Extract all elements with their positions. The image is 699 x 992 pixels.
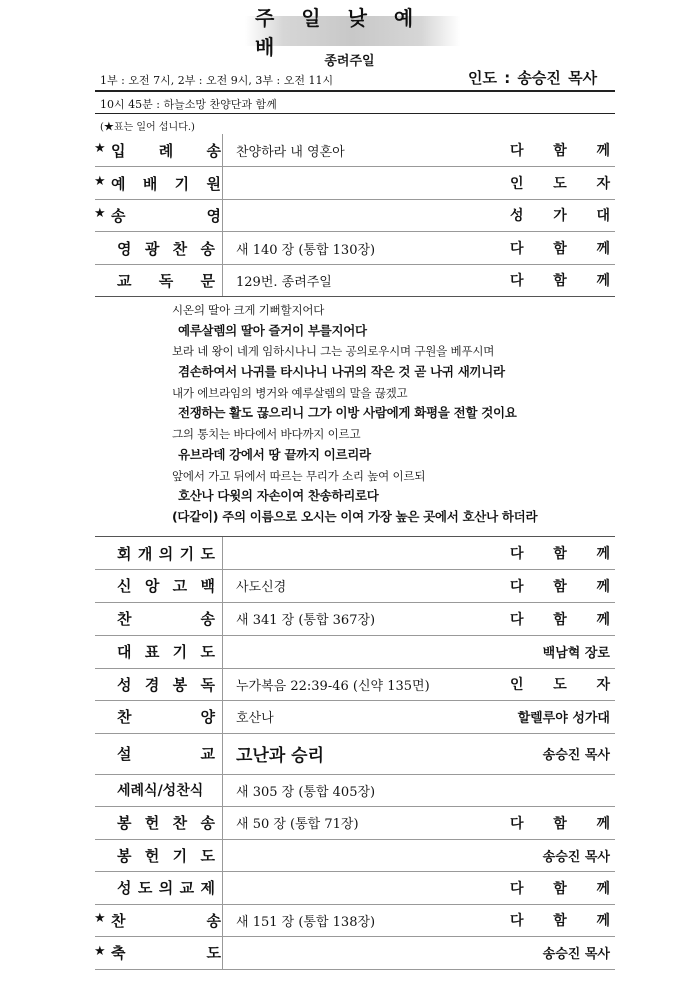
reading-line: (다같이) 주의 이름으로 오시는 이여 가장 높은 곳에서 호산나 하더라 [172, 508, 538, 524]
order-presenter [510, 635, 610, 668]
order-presenter-text: 자 [596, 677, 610, 693]
order-label-char: 개 [137, 544, 153, 563]
order-presenter-text: 함 [553, 143, 567, 159]
order-label-char: 신 [117, 577, 132, 595]
order-presenter-text: 께 [596, 815, 610, 832]
order-presenter [510, 668, 610, 700]
order-label [111, 936, 221, 969]
order-presenter-text: 인 [510, 176, 524, 192]
order-content: 129번. 종려주일 [236, 274, 332, 290]
service-times: 1부 : 오전 7시, 2부 : 오전 9시, 3부 : 오전 11시 [100, 74, 334, 87]
order-label-char: 배 [142, 174, 158, 193]
order-label [111, 167, 221, 199]
order-label-char: 찬 [117, 610, 132, 628]
reading-line: 보라 네 왕이 네게 임하시나니 그는 공의로우시며 구원을 베푸시며 [172, 344, 495, 359]
reading-line: 시온의 딸아 크게 기뻐할지어다 [172, 303, 325, 317]
order-label-char: 예 [111, 174, 126, 193]
order-label-char: 헌 [144, 846, 160, 865]
order-presenter-text: 다 [510, 880, 524, 897]
reading-line: 그의 통치는 바다에서 바다까지 이르고 [172, 427, 361, 442]
page-subtitle: 종려주일 [324, 54, 375, 69]
order-presenter-text: 다 [510, 143, 524, 159]
choir-note: 10시 45분 : 하늘소망 찬양단과 함께 [100, 98, 277, 111]
order-content: 새 151 장 (통합 138장) [236, 914, 376, 930]
order-label-char: 회 [117, 544, 132, 563]
order-label [117, 700, 215, 733]
order-presenter-text: 함 [553, 273, 567, 289]
order-presenter-text: 께 [596, 143, 610, 159]
order-presenter [510, 839, 610, 871]
order-row [95, 199, 615, 232]
order-label [117, 635, 215, 668]
order-label-char: 봉 [117, 814, 132, 832]
order-row [95, 264, 615, 297]
title-band [245, 6, 460, 59]
order-row [95, 871, 615, 905]
order-row [95, 936, 615, 970]
column-divider [222, 134, 223, 166]
reading-line: 내가 에브라임의 병거와 예루살렘의 말을 끊겠고 [172, 385, 408, 400]
column-divider [222, 602, 223, 635]
order-label-char: 송 [200, 239, 215, 258]
order-label-char: 고 [172, 577, 188, 595]
reading-line: 호산나 다윗의 자손이여 찬송하리로다 [178, 488, 379, 504]
order-row [95, 806, 615, 840]
order-presenter [510, 167, 610, 199]
order-presenter [510, 700, 610, 733]
order-presenter-text: 다 [510, 546, 524, 562]
column-divider [222, 839, 223, 871]
order-label [111, 904, 221, 936]
order-label [117, 569, 215, 602]
order-row [95, 569, 615, 603]
order-presenter-text: 도 [553, 176, 567, 192]
order-presenter-text: 가 [553, 208, 567, 224]
order-presenter [510, 871, 610, 904]
order-label [117, 871, 215, 904]
order-row [95, 668, 615, 701]
order-label-char: 송 [200, 814, 215, 832]
order-label [117, 668, 215, 700]
order-presenter-text: 대 [596, 208, 610, 224]
order-presenter-text: 함 [553, 578, 567, 595]
order-label-char: 광 [144, 239, 160, 258]
order-label-char: 송 [206, 141, 221, 160]
stand-note: (★표는 일어 섭니다.) [100, 122, 195, 133]
order-presenter [510, 232, 610, 264]
order-row [95, 733, 615, 775]
order-presenter-text: 께 [596, 611, 610, 628]
order-label-char: 찬 [111, 911, 126, 930]
order-presenter [510, 602, 610, 635]
order-presenter-text: 함 [553, 611, 567, 628]
order-label-char: 찬 [117, 708, 132, 726]
order-presenter-text: 께 [596, 578, 610, 595]
order-label-char: 영 [206, 206, 221, 225]
column-divider [222, 668, 223, 700]
order-label-char: 표 [144, 643, 160, 661]
order-presenter [510, 199, 610, 231]
order-presenter-text: 인 [510, 677, 524, 693]
order-presenter-text: 께 [596, 273, 610, 289]
order-row [95, 134, 615, 167]
order-label-char: 찬 [172, 814, 188, 832]
order-label [117, 537, 215, 569]
order-label-char: 양 [200, 708, 215, 726]
order-presenter-text: 다 [510, 578, 524, 595]
order-label-char: 례 [158, 141, 174, 160]
stand-star-icon: ★ [94, 943, 106, 959]
order-row [95, 537, 615, 570]
order-presenter-text: 다 [510, 611, 524, 628]
order-label [117, 839, 215, 871]
order-label-char: 송 [200, 610, 215, 628]
column-divider [222, 199, 223, 231]
column-divider [222, 635, 223, 668]
order-label-char: 기 [179, 544, 195, 563]
column-divider [222, 232, 223, 264]
column-divider [222, 871, 223, 904]
order-presenter-text: 함 [553, 880, 567, 897]
stand-star-icon: ★ [94, 206, 106, 221]
order-presenter [510, 774, 610, 806]
order-presenter-text: 자 [596, 176, 610, 192]
order-label-char: 봉 [117, 846, 132, 865]
order-label [117, 733, 215, 774]
order-label-char: 도 [200, 643, 215, 661]
order-content: 새 341 장 (통합 367장) [236, 613, 376, 628]
order-presenter-text: 께 [596, 241, 610, 257]
worship-leader: 인도 : 송승진 목사 [468, 69, 598, 87]
order-content: 새 305 장 (통합 405장) [236, 784, 376, 800]
order-label-char: 교 [117, 271, 132, 290]
order-label [117, 806, 215, 839]
order-label-char: 경 [144, 675, 160, 694]
order-label-char: 입 [111, 141, 126, 160]
order-content: 새 140 장 (통합 130장) [236, 242, 376, 258]
order-label-char: 찬 [172, 239, 188, 258]
order-presenter-text: 백남혁 장로 [542, 646, 610, 661]
column-divider [222, 904, 223, 936]
order-label-char: 의 [158, 544, 174, 563]
order-label-char: 송 [111, 206, 126, 225]
column-divider [222, 167, 223, 199]
order-presenter-text: 송승진 목사 [542, 947, 610, 962]
order-label-char: 백 [200, 577, 215, 595]
order-label-char: 헌 [144, 814, 160, 832]
order-presenter [510, 264, 610, 296]
order-label-char: 성 [117, 879, 132, 897]
order-label-char: 독 [200, 675, 215, 694]
column-divider [222, 733, 223, 774]
order-presenter-text: 송승진 목사 [542, 748, 610, 763]
reading-line: 겸손하여서 나귀를 타시나니 나귀의 작은 것 곧 나귀 새끼니라 [178, 364, 505, 380]
order-label-char: 봉 [172, 675, 188, 694]
order-presenter [510, 904, 610, 936]
reading-line: 유브라데 강에서 땅 끝까지 이르리라 [178, 446, 371, 462]
note-divider [95, 113, 615, 114]
order-label-char: 제 [200, 879, 215, 897]
order-label-char: 도 [206, 944, 221, 962]
order-row [95, 635, 615, 669]
order-content: 고난과 승리 [236, 746, 325, 766]
order-presenter [510, 569, 610, 602]
order-row [95, 167, 615, 200]
order-label [117, 264, 215, 296]
order-presenter-text: 할렐루야 성가대 [517, 711, 610, 726]
order-presenter-text: 함 [553, 815, 567, 832]
order-label-char: 도 [137, 879, 153, 897]
stand-star-icon: ★ [94, 911, 106, 926]
responsive-reading [172, 300, 612, 528]
order-label-char: 축 [111, 944, 126, 962]
order-label-char: 기 [174, 174, 190, 193]
order-label [117, 232, 215, 264]
column-divider [222, 774, 223, 806]
order-row [95, 904, 615, 937]
order-label-char: 기 [172, 846, 188, 865]
order-presenter-text: 도 [553, 677, 567, 693]
order-label-char: 성 [117, 675, 132, 694]
order-content: 누가복음 22:39-46 (신약 135면) [236, 678, 430, 694]
stand-star-icon: ★ [94, 141, 106, 156]
order-presenter-text: 송승진 목사 [542, 849, 610, 865]
column-divider [222, 569, 223, 602]
header-divider [95, 90, 615, 92]
order-presenter [510, 806, 610, 839]
column-divider [222, 700, 223, 733]
order-content: 호산나 [236, 711, 274, 726]
column-divider [222, 806, 223, 839]
order-label [111, 199, 221, 231]
order-label-char: 교 [200, 745, 215, 763]
order-presenter [510, 733, 610, 774]
order-label [111, 134, 221, 166]
order-presenter-text: 다 [510, 241, 524, 257]
order-content: 사도신경 [236, 580, 287, 595]
order-presenter-text: 다 [510, 273, 524, 289]
order-presenter [510, 134, 610, 166]
order-row [95, 839, 615, 872]
order-presenter-text: 다 [510, 913, 524, 929]
reading-line: 전쟁하는 활도 끊으리니 그가 이방 사람에게 화평을 전할 것이요 [178, 405, 517, 421]
order-content: 찬양하라 내 영혼아 [236, 144, 345, 160]
order-label-char: 영 [117, 239, 132, 258]
order-label-char: 세례식/성찬식 [117, 783, 204, 799]
order-label-char: 도 [200, 544, 215, 563]
page-title: 주 일 낮 예 배 [255, 6, 424, 59]
order-label-char: 도 [200, 846, 215, 865]
order-label [117, 774, 227, 806]
column-divider [222, 537, 223, 569]
order-row [95, 602, 615, 636]
order-label [117, 602, 215, 635]
order-label-char: 문 [200, 271, 215, 290]
order-presenter-text: 함 [553, 241, 567, 257]
order-row [95, 774, 615, 807]
column-divider [222, 264, 223, 296]
reading-top-divider [95, 296, 615, 297]
order-content: 새 50 장 (통합 71장) [236, 817, 359, 832]
order-row [95, 232, 615, 265]
reading-line: 앞에서 가고 뒤에서 따르는 무리가 소리 높여 이르되 [172, 468, 426, 483]
order-presenter-text: 다 [510, 815, 524, 832]
order-presenter-text: 께 [596, 880, 610, 897]
order-presenter-text: 께 [596, 546, 610, 562]
order-presenter-text: 께 [596, 913, 610, 929]
stand-star-icon: ★ [94, 174, 106, 189]
order-label-char: 원 [206, 174, 221, 193]
order-label-char: 송 [206, 911, 221, 930]
order-label-char: 설 [117, 745, 132, 763]
order-presenter-text: 함 [553, 913, 567, 929]
order-label-char: 독 [158, 271, 174, 290]
order-label-char: 의 [158, 879, 174, 897]
order-presenter-text: 성 [510, 208, 524, 224]
order-presenter [510, 936, 610, 969]
order-presenter [510, 537, 610, 569]
reading-line: 예루살렘의 딸아 즐거이 부를지어다 [178, 322, 367, 338]
order-presenter-text: 함 [553, 546, 567, 562]
order-row [95, 700, 615, 734]
order-label-char: 앙 [144, 577, 160, 595]
order-label-char: 대 [117, 643, 132, 661]
column-divider [222, 936, 223, 969]
order-label-char: 기 [172, 643, 188, 661]
order-label-char: 교 [179, 879, 195, 897]
